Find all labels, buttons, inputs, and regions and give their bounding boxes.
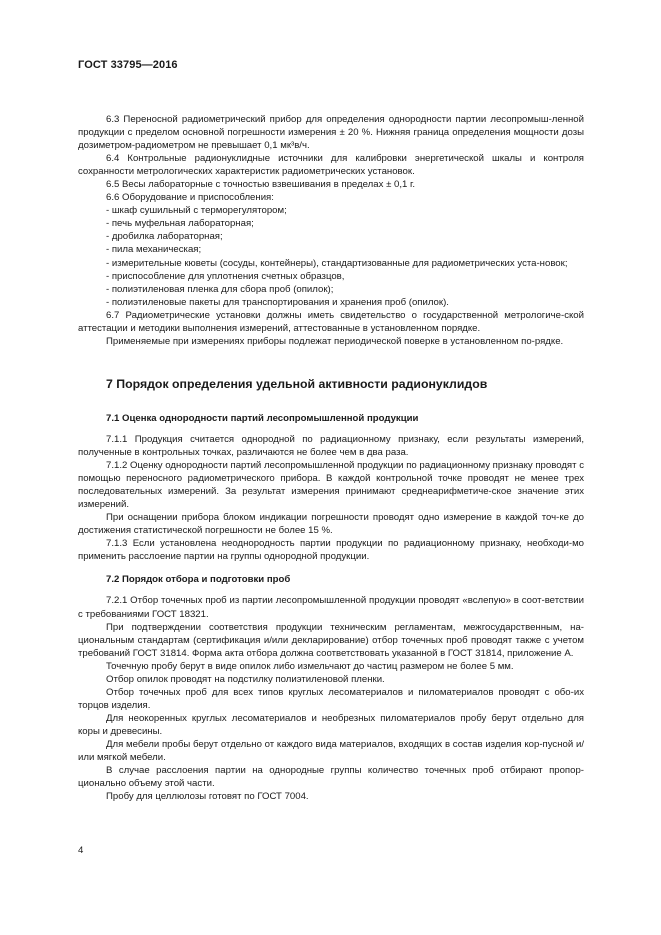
paragraph: 7.1.3 Если установлена неоднородность партии продукции по радиационному признаку, необходи-мо применить расслоение партии на группы однородной продукции. (78, 538, 584, 563)
paragraph: - печь муфельная лабораторная; (106, 218, 254, 230)
subsection-7-2-title: 7.2 Порядок отбора и подготовки проб (106, 574, 291, 586)
paragraph: - измерительные кюветы (сосуды, контейнеры), стандартизованные для радиометрических уста-новок; (106, 257, 568, 269)
page-number: 4 (78, 845, 84, 856)
paragraph: Отбор опилок проводят на подстилку полиэтиленовой пленки. (106, 673, 385, 685)
paragraph: Для мебели пробы берут отдельно от каждого вида материалов, входящих в состав изделия кор-пусной и/или мягкой мебели. (78, 738, 584, 764)
paragraph: При подтверждении соответствия продукции техническим регламентам, межгосударственным, на-циональным стандартам (сертификация и/или декларирование) отбор точечных проб проводят также с учетом требований ГОСТ 31814. Форма акта отбора должна соответствовать указанной в ГОСТ 31814, приложение А. (78, 621, 584, 659)
paragraph: 6.3 Переносной радиометрический прибор для определения однородности партии лесопромыш-ленной продукции с пределом основной погрешности измерения ± 20 %. Нижняя граница определения мощности дозы дозиметром-радиометром не превышает 0,1 мк³в/ч. (78, 114, 584, 152)
paragraph: - приспособление для уплотнения счетных образцов, (106, 270, 345, 282)
paragraph: В случае расслоения партии на однородные группы количество точечных проб отбирают пропор-ционально объему этой части. (78, 765, 584, 790)
paragraph: 6.6 Оборудование и приспособления: (106, 192, 274, 204)
paragraph: - полиэтиленовая пленка для сбора проб (опилок); (106, 283, 334, 295)
paragraph: - дробилка лабораторная; (106, 231, 223, 243)
paragraph: При оснащении прибора блоком индикации погрешности проводят одно измерение в каждой точ-ке до достижения статистической погрешности не более 15 %. (78, 512, 584, 537)
subsection-7-1-body (78, 433, 584, 563)
paragraph: Пробу для целлюлозы готовят по ГОСТ 7004. (106, 791, 309, 803)
paragraph: 7.1.2 Оценку однородности партий лесопромышленной продукции по радиационному признаку проводят с помощью переносного радиометрического прибора. В каждой контрольной точке проводят не менее трех последовательных измерений. За результат измерения принимают среднеарифметиче-ское значение этих измерений. (78, 460, 584, 511)
paragraph: Точечную пробу берут в виде опилок либо измельчают до частиц размером не более 5 мм. (106, 660, 514, 672)
paragraph: - полиэтиленовые пакеты для транспортирования и хранения проб (опилок). (106, 296, 449, 308)
subsection-7-2-body (78, 594, 584, 803)
paragraph: Для неокоренных круглых лесоматериалов и необрезных пиломатериалов пробу берут отдельно для коры и древесины. (78, 712, 584, 737)
section-title: 7 Порядок определения удельной активности радионуклидов (106, 376, 488, 391)
page-body (78, 113, 584, 803)
paragraph: Применяемые при измерениях приборы подлежат периодической поверке в установленном по-рядке. (106, 335, 564, 347)
paragraph: - пила механическая; (106, 244, 202, 256)
paragraph: 6.4 Контрольные радионуклидные источники для калибровки энергетической шкалы и контроля сохранности метрологических характеристик радиометрических установок. (78, 153, 584, 178)
paragraph: 7.1.1 Продукция считается однородной по радиационному признаку, если результаты измерений, полученные в контрольных точках, различаются не более чем в два раза. (78, 433, 584, 458)
paragraph: - шкаф сушильный с терморегулятором; (106, 205, 287, 217)
paragraph: 6.5 Весы лабораторные с точностью взвешивания в пределах ± 0,1 г. (106, 179, 415, 191)
subsection-7-1-title: 7.1 Оценка однородности партий лесопромышленной продукции (106, 412, 419, 424)
document-header: ГОСТ 33795—2016 (78, 59, 178, 71)
paragraph: Отбор точечных проб для всех типов круглых лесоматериалов и пиломатериалов проводят с обо-их торцов изделия. (78, 686, 584, 711)
paragraph: 6.7 Радиометрические установки должны иметь свидетельство о государственной метрологиче-ской аттестации и методики выполнения измерений, аттестованные в установленном порядке. (78, 309, 584, 334)
equipment-list-block (78, 113, 584, 348)
paragraph: 7.2.1 Отбор точечных проб из партии лесопромышленной продукции проводят «вслепую» в соот-ветствии с требованиями ГОСТ 18321. (78, 595, 584, 620)
